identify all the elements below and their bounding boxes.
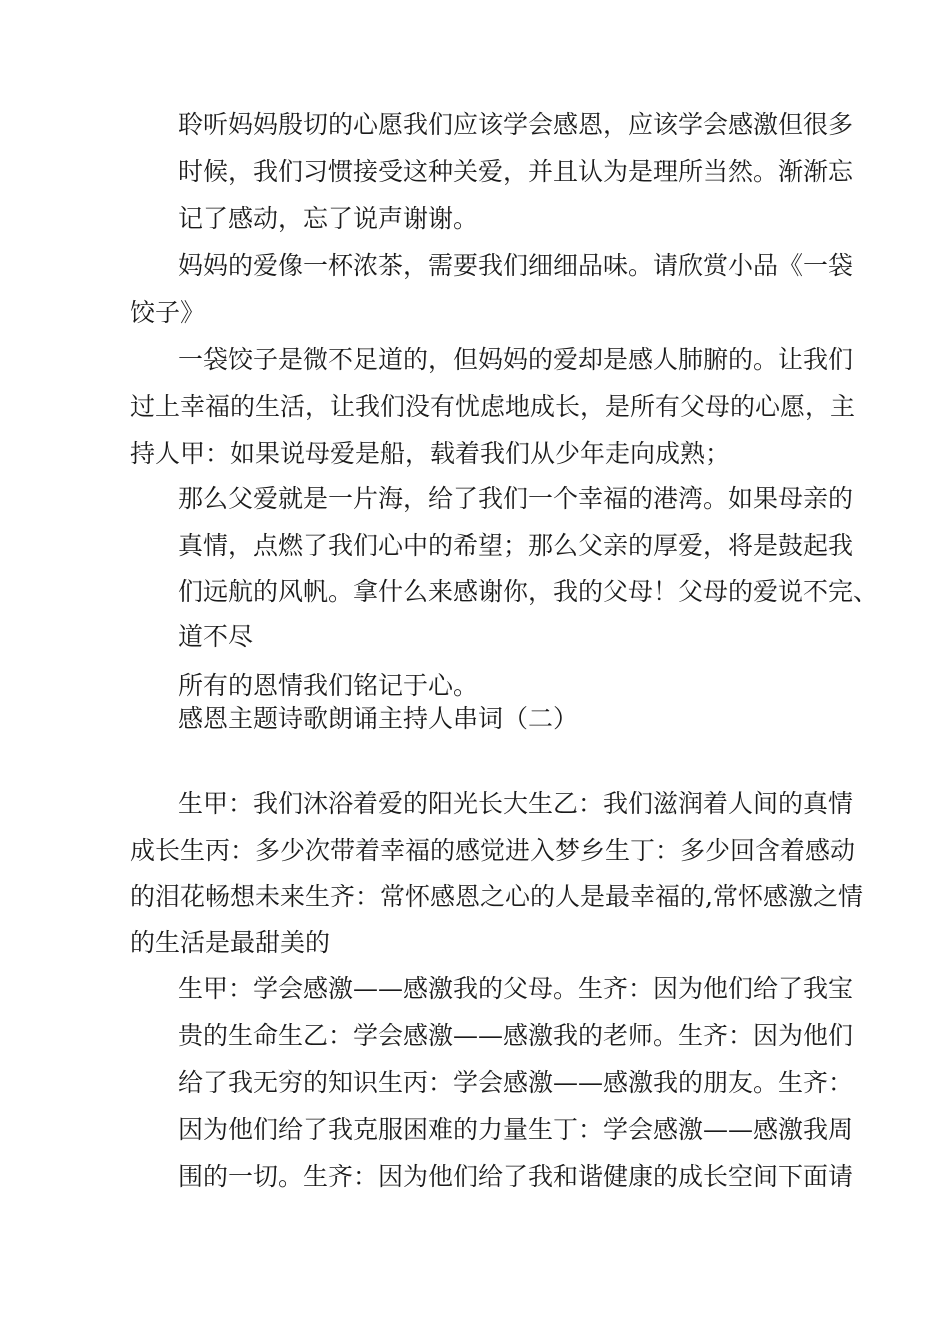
text-line: 妈妈的爱像一杯浓茶，需要我们细细品味。请欣赏小品《一袋 (178, 251, 854, 280)
text-line: 聆听妈妈殷切的心愿我们应该学会感恩，应该学会感激但很多 (178, 110, 854, 139)
text-line: 所有的恩情我们铭记于心。 (178, 671, 479, 700)
text-line: 们远航的风帆。拿什么来感谢你，我的父母！父母的爱说不完、 (178, 577, 879, 606)
text-line: 生甲：我们沐浴着爱的阳光长大生乙：我们滋润着人间的真情 (178, 789, 854, 818)
text-line: 的生活是最甜美的 (130, 928, 331, 957)
text-line: 过上幸福的生活，让我们没有忧虑地成长，是所有父母的心愿，主 (130, 392, 856, 421)
text-line: 生甲：学会感激——感激我的父母。生齐：因为他们给了我宝 (178, 974, 854, 1003)
text-line: 贵的生命生乙：学会感激——感激我的老师。生齐：因为他们 (178, 1021, 854, 1050)
text-line: 持人甲：如果说母爱是船，载着我们从少年走向成熟； (130, 439, 731, 468)
text-line: 一袋饺子是微不足道的，但妈妈的爱却是感人肺腑的。让我们 (178, 345, 854, 374)
text-line: 成长生丙：多少次带着幸福的感觉进入梦乡生丁：多少回含着感动 (130, 836, 856, 865)
text-line: 真情，点燃了我们心中的希望；那么父亲的厚爱，将是鼓起我 (178, 531, 854, 560)
text-line: 时候，我们习惯接受这种关爱，并且认为是理所当然。渐渐忘 (178, 157, 854, 186)
text-line: 记了感动，忘了说声谢谢。 (178, 204, 479, 233)
section-heading: 感恩主题诗歌朗诵主持人串词（二） (178, 704, 579, 733)
text-line: 给了我无穷的知识生丙：学会感激——感激我的朋友。生齐： (178, 1068, 854, 1097)
text-line: 的泪花畅想未来生齐：常怀感恩之心的人是最幸福的,常怀感激之情 (130, 882, 863, 911)
text-line: 道不尽 (178, 622, 254, 651)
text-line: 那么父爱就是一片海，给了我们一个幸福的港湾。如果母亲的 (178, 484, 854, 513)
text-line: 因为他们给了我克服困难的力量生丁：学会感激——感激我周 (178, 1115, 854, 1144)
text-line: 围的一切。生齐：因为他们给了我和谐健康的成长空间下面请 (178, 1162, 854, 1191)
text-line: 饺子》 (130, 298, 206, 327)
